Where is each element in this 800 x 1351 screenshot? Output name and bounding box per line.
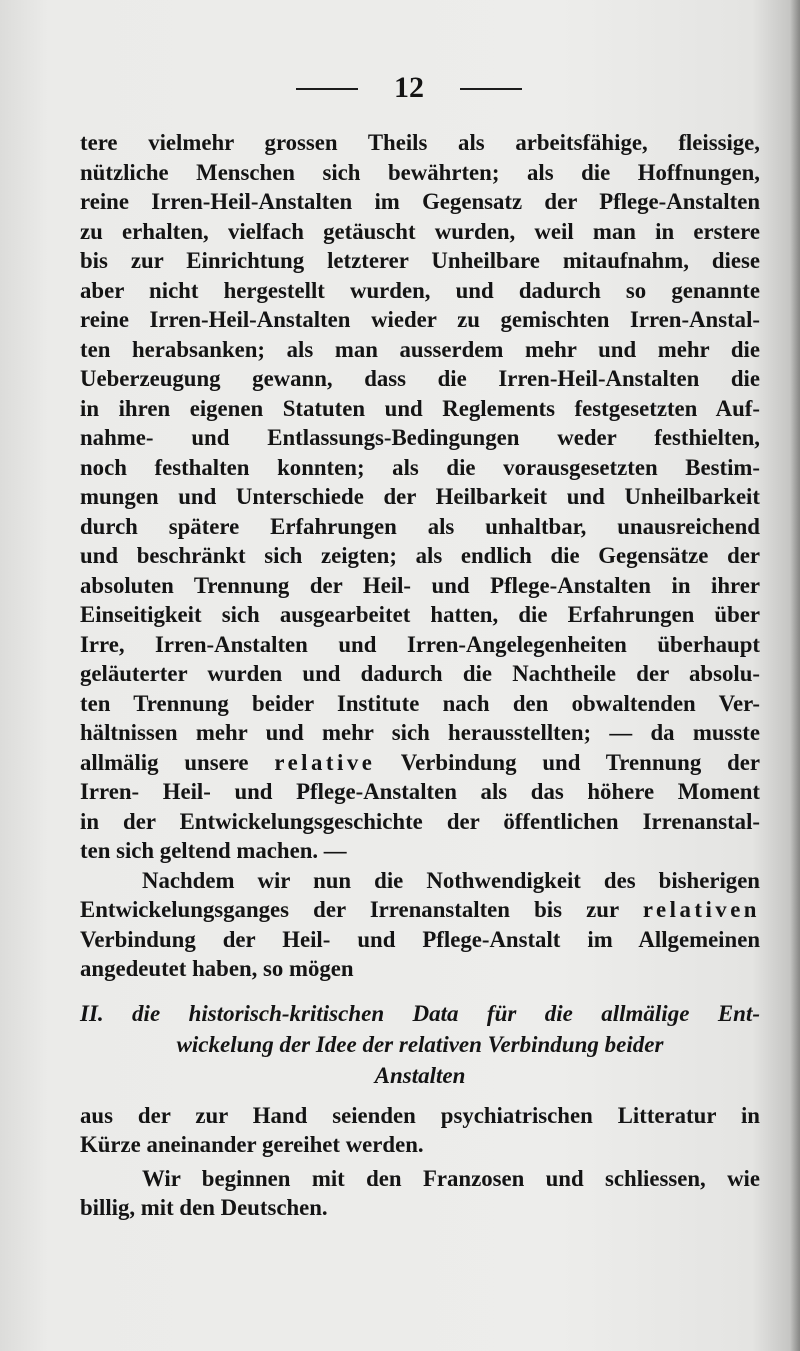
header-rule-right	[460, 88, 522, 90]
text-line: in ihren eigenen Statuten und Reglements festgesetzten Auf-	[80, 395, 760, 421]
text-line	[80, 748, 760, 778]
text-line: in der Entwickelungsgeschichte der öffentlichen Irrenanstal-	[80, 808, 760, 834]
emphasis-spaced: relative	[274, 749, 376, 775]
text-line: billig, mit den Deutschen.	[80, 1195, 328, 1220]
emphasis-spaced: relativen	[642, 897, 760, 922]
page-header	[0, 70, 800, 106]
text-line: Einseitigkeit sich ausgearbeitet hatten, die Erfahrungen über	[80, 602, 760, 627]
text-line: bis zur Einrichtung letzterer Unheilbare mitaufnahm, diese	[80, 248, 760, 273]
text-line: reine Irren-Heil-Anstalten wieder zu gemischten Irren-Anstal-	[80, 307, 760, 332]
text-line: Irren- Heil- und Pflege-Anstalten als das höhere Moment	[80, 779, 760, 804]
text-line: Nachdem wir nun die Nothwendigkeit des bisherigen	[142, 867, 760, 893]
body-text	[80, 128, 760, 1223]
text-line: mungen und Unterschiede der Heilbarkeit und Unheilbarkeit	[80, 484, 760, 509]
text-line: zu erhalten, vielfach getäuscht wurden, weil man in erstere	[80, 218, 760, 244]
text-line: und beschränkt sich zeigten; als endlich die Gegensätze der	[80, 543, 760, 568]
text-line: aus der zur Hand seienden psychiatrischen Litteratur in	[80, 1102, 760, 1128]
paragraph-3	[80, 1101, 760, 1160]
text-line: ten Trennung beider Institute nach den obwaltenden Ver-	[80, 690, 760, 716]
text-line: aber nicht hergestellt wurden, und dadurch so genannte	[80, 277, 760, 303]
text-segment: allmälig unsere	[80, 749, 275, 775]
page-number: 12	[394, 71, 424, 104]
text-line: hältnissen mehr und mehr sich herausstellten; — da musste	[80, 720, 760, 745]
text-line: Ueberzeugung gewann, dass die Irren-Heil-Anstalten die	[80, 366, 760, 391]
text-line: Irre, Irren-Anstalten und Irren-Angelegenheiten überhaupt	[80, 631, 760, 657]
paragraph-4	[80, 1164, 760, 1223]
text-segment: Verbindung und Trennung der	[375, 749, 760, 775]
text-line: durch spätere Erfahrungen als unhaltbar, unausreichend	[80, 513, 760, 539]
section-heading-line: Anstalten	[374, 1062, 466, 1088]
text-line: ten sich geltend machen. —	[80, 838, 347, 863]
header-rule-left	[296, 88, 358, 90]
paragraph-2	[80, 866, 760, 984]
text-line: absoluten Trennung der Heil- und Pflege-Anstalten in ihrer	[80, 572, 760, 598]
text-line: ten herabsanken; als man ausserdem mehr und mehr die	[80, 336, 760, 362]
text-line: reine Irren-Heil-Anstalten im Gegensatz der Pflege-Anstalten	[80, 189, 760, 214]
text-line: tere vielmehr grossen Theils als arbeitsfähige, fleissige,	[80, 130, 760, 155]
text-line: geläuterter wurden und dadurch die Nachtheile der absolu-	[80, 661, 760, 686]
text-line: Wir beginnen mit den Franzosen und schliessen, wie	[142, 1165, 760, 1191]
text-line: nützliche Menschen sich bewährten; als die Hoffnungen,	[80, 159, 760, 185]
text-line: nahme- und Entlassungs-Bedingungen weder festhielten,	[80, 425, 760, 450]
text-line	[80, 895, 760, 925]
paragraph-1	[80, 128, 760, 866]
text-line: angedeutet haben, so mögen	[80, 956, 354, 981]
section-heading	[80, 998, 760, 1091]
section-heading-line: wickelung der Idee der relativen Verbindung beider	[176, 1031, 664, 1057]
page-edge-shadow	[790, 0, 800, 1351]
text-line: Kürze aneinander gereihet werden.	[80, 1132, 424, 1157]
text-line: noch festhalten konnten; als die vorausgesetzten Bestim-	[80, 454, 760, 480]
text-segment: Entwickelungsganges der Irrenanstalten bis zur	[80, 897, 643, 922]
text-line: Verbindung der Heil- und Pflege-Anstalt im Allgemeinen	[80, 926, 760, 952]
section-heading-line: II. die historisch-kritischen Data für die allmälige Ent-	[80, 1000, 760, 1026]
